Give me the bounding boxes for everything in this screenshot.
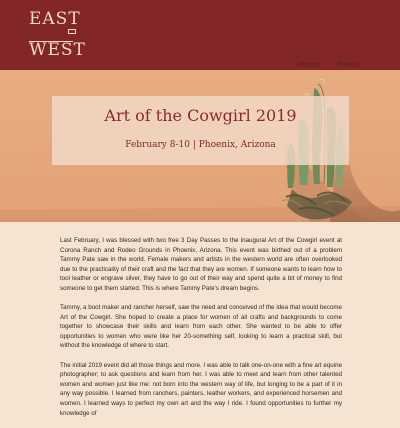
nav-item-photos[interactable]: Photos (298, 62, 320, 69)
page-subtitle: February 8-10 | Phoenix, Arizona (125, 140, 276, 150)
page-title: Art of the Cowgirl 2019 (104, 106, 297, 125)
logo-badge-icon (68, 29, 76, 34)
article-paragraph: Last February, I was blessed with two free 3 Day Passes to the inaugural Art of the Cowgirl event at Corona Ranch and Rodeo Grounds in Phoenix, Arizona. This event was birthed out of a problem Tammy Pate saw in the world. Female makers and artists in the western world are often overlooked due to the practicality of their craft and the fact that they are women. If someone wants to learn how to tool leather or engrave silver, they have to go out of their way and spend quite a bit of money to find someone to get them started. This is where Tammy Pate's dream begins. (60, 237, 342, 292)
article-paragraph: The initial 2019 event did all those things and more. I was able to talk one-on-one with a fine art equine photographer; to ask questions and learn from her. I was able to meet and learn from other talented women and women just like me: not born into the western way of life, but longing to be a part of it in any way possible. I learned from ranchers, painters, leather workers, and experienced horsemen and women. I learned ways to perfect my own art and the way I ride. I found opportunities to further my knowledge of (60, 361, 342, 417)
nav-item-travels[interactable]: Travels (337, 62, 360, 69)
site-logo[interactable] (29, 9, 86, 60)
hero-title-panel (52, 96, 349, 165)
article-body (60, 236, 342, 428)
logo-top-text: EAST (29, 9, 81, 29)
article-paragraph: Tammy, a boot maker and rancher herself, saw the need and conceived of the idea that would become Art of the Cowgirl. She hoped to create a place for women of all crafts and backgrounds to come together to showcase their skills and learn from each other. She wanted to be able to offer opportunities to women who were like her 20-something self, looking to learn a practical skill, but without the knowledge of where to start. (60, 304, 342, 350)
logo-bottom-text: WEST (29, 40, 86, 60)
